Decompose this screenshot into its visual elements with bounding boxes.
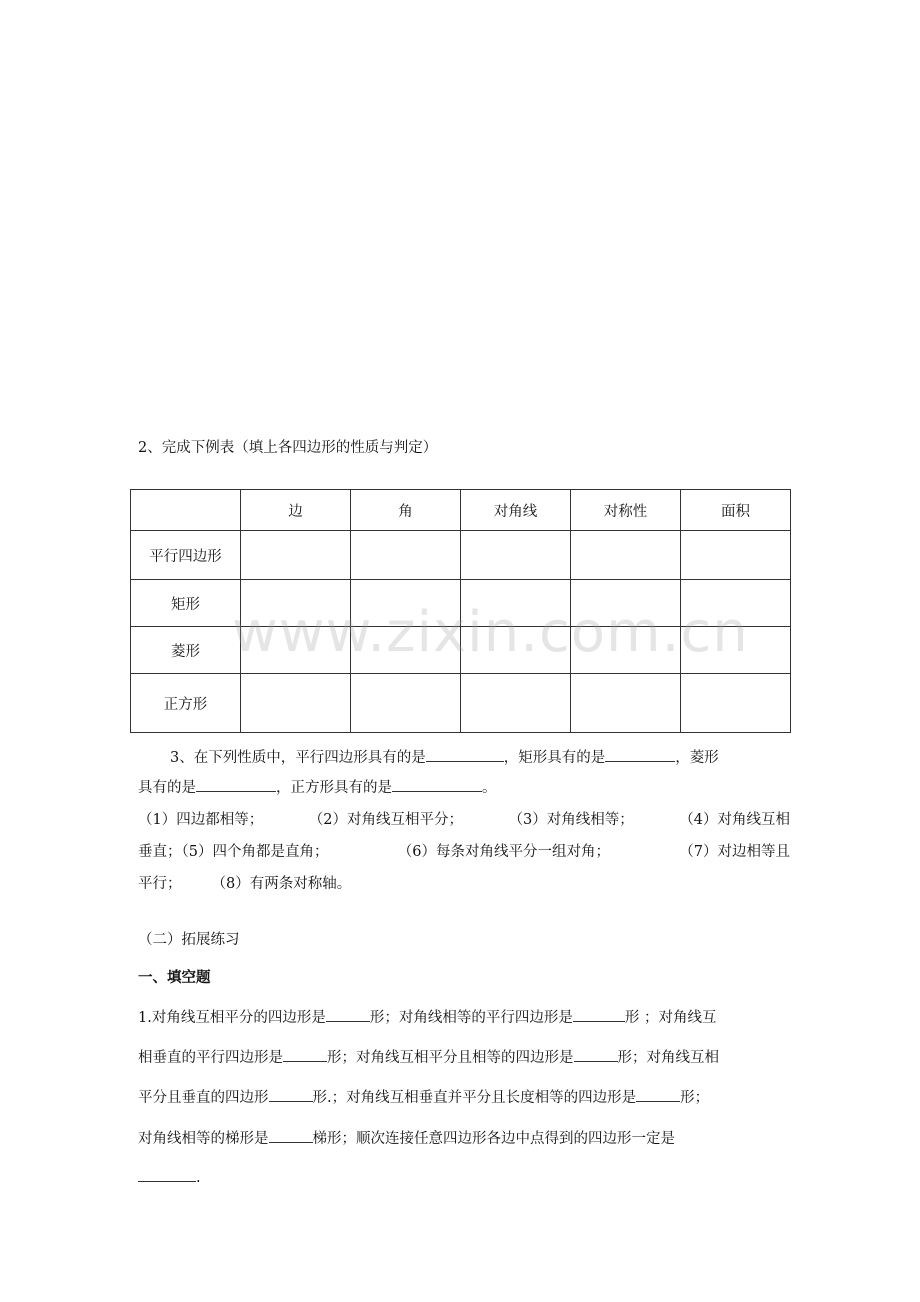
table-header-row <box>131 490 791 531</box>
q1-text: 梯形；顺次连接任意四边形各边中点得到的四边形一定是 <box>312 1131 675 1147</box>
q3-options-line-2 <box>138 840 790 861</box>
option-1: （1）四边都相等； <box>138 812 264 828</box>
question-3-line-1 <box>170 746 719 767</box>
q3-text: 3、在下列性质中，平行四边形具有的是 <box>170 750 426 766</box>
q1-text: 形；对角线相等的平行四边形是 <box>369 1010 573 1026</box>
answer-blank-parallelogram[interactable] <box>426 747 504 762</box>
row-label-rectangle: 矩形 <box>131 580 241 627</box>
table-cell[interactable] <box>351 674 461 733</box>
row-label-rhombus: 菱形 <box>131 627 241 674</box>
answer-blank[interactable] <box>269 1087 313 1102</box>
header-cell-diagonal: 对角线 <box>461 490 571 531</box>
q1-text: 形；对角线互相平分且相等的四边形是 <box>327 1050 574 1066</box>
q3-text: ，矩形具有的是 <box>503 750 606 766</box>
answer-blank-square[interactable] <box>392 777 482 792</box>
q3-text: 具有的是 <box>138 780 196 796</box>
fill-q1-line-3 <box>138 1086 709 1107</box>
fill-q1-line-5 <box>138 1167 201 1186</box>
header-cell-angle: 角 <box>351 490 461 531</box>
option-7-end: 平行； <box>138 876 182 892</box>
header-cell-side: 边 <box>241 490 351 531</box>
answer-blank[interactable] <box>573 1007 625 1022</box>
option-6: （6）每条对角线平分一组对角； <box>397 844 610 860</box>
option-7: （7）对边相等且 <box>679 844 790 860</box>
question-3-line-2 <box>138 776 497 797</box>
table-row <box>131 531 791 580</box>
answer-blank[interactable] <box>138 1167 196 1182</box>
option-4-5: 垂直；（5）四个角都是直角； <box>138 844 329 860</box>
q1-text: 1.对角线互相平分的四边形是 <box>138 1010 326 1026</box>
q3-options-line-1 <box>138 808 790 829</box>
answer-blank[interactable] <box>269 1128 313 1143</box>
table-cell[interactable] <box>351 531 461 580</box>
q3-text: 。 <box>482 780 497 796</box>
table-cell[interactable] <box>681 674 791 733</box>
option-2: （2）对角线互相平分； <box>308 812 463 828</box>
table-cell[interactable] <box>461 674 571 733</box>
section-title: （二）拓展练习 <box>138 932 240 948</box>
table-cell[interactable] <box>681 531 791 580</box>
table-row <box>131 674 791 733</box>
fill-q1-line-1 <box>138 1006 716 1027</box>
q1-text: 形； <box>680 1090 710 1106</box>
answer-blank[interactable] <box>283 1047 327 1062</box>
q1-text: 对角线相等的梯形是 <box>138 1131 269 1147</box>
q1-text: 相垂直的平行四边形是 <box>138 1050 283 1066</box>
header-cell-area: 面积 <box>681 490 791 531</box>
question-2-title: 2、完成下例表（填上各四边形的性质与判定） <box>138 440 438 456</box>
option-3: （3）对角线相等； <box>508 812 634 828</box>
fill-q1-line-2 <box>138 1046 719 1067</box>
watermark: www.zixin.com.cn <box>232 600 749 665</box>
q1-text: . <box>196 1170 201 1186</box>
q1-text: 平分且垂直的四边形 <box>138 1090 269 1106</box>
table-cell[interactable] <box>571 674 681 733</box>
option-4: （4）对角线互相 <box>679 812 790 828</box>
row-label-square: 正方形 <box>131 674 241 733</box>
row-label-parallelogram: 平行四边形 <box>131 531 241 580</box>
q3-text: ，正方形具有的是 <box>276 780 392 796</box>
q3-text: ，菱形 <box>675 750 719 766</box>
fill-q1-line-4 <box>138 1127 675 1148</box>
q3-options-line-3 <box>138 872 351 893</box>
header-cell-symmetry: 对称性 <box>571 490 681 531</box>
answer-blank[interactable] <box>574 1047 618 1062</box>
answer-blank-rectangle[interactable] <box>605 747 675 762</box>
table-cell[interactable] <box>241 531 351 580</box>
answer-blank-rhombus[interactable] <box>196 777 276 792</box>
q1-text: 形.；对角线互相垂直并平分且长度相等的四边形是 <box>312 1090 637 1106</box>
q1-text: 形；对角线互相 <box>617 1050 719 1066</box>
answer-blank[interactable] <box>636 1087 680 1102</box>
table-cell[interactable] <box>461 531 571 580</box>
part-1-title: 一、填空题 <box>138 970 211 986</box>
table-cell[interactable] <box>571 531 681 580</box>
answer-blank[interactable] <box>326 1007 370 1022</box>
q1-text: 形 ；对角线互 <box>624 1010 717 1026</box>
option-8: （8）有两条对称轴。 <box>211 876 352 892</box>
header-cell-empty <box>131 490 241 531</box>
table-cell[interactable] <box>241 674 351 733</box>
